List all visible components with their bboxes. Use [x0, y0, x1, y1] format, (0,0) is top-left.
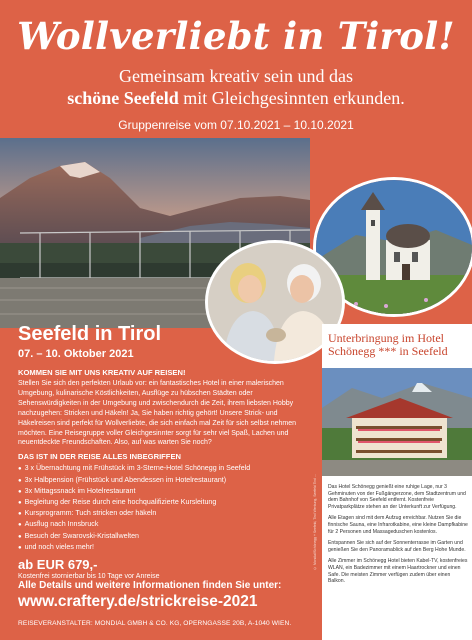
list-item: ● Besuch der Swarovski-Kristallwelten: [18, 531, 314, 542]
hotel-photo: [322, 368, 472, 476]
photo-credit: © Mondial/Schönegg + Seefeld, Tirol Werbung, Seefeld Tirol ...: [313, 474, 317, 570]
list-item: ● und noch vieles mehr!: [18, 542, 314, 553]
hotel-description: [328, 484, 468, 590]
hotel-paragraph: Alle Zimmer im Schönegg Hotel bieten Kabel-TV, kostenfreies WLAN, ein Badezimmer mit einem Haartrockner und einen Safe. Die meisten Zimmer verfügen zudem über einen Balkon.: [328, 558, 468, 585]
trip-description: [18, 322, 314, 581]
list-item: ● 3x Mittagssnack im Hotelrestaurant: [18, 486, 314, 497]
subline-1: Gemeinsam kreativ sein und das: [119, 66, 353, 86]
subline-2-bold: schöne Seefeld: [67, 88, 179, 108]
subline-2-rest: mit Gleichgesinnten erkunden.: [178, 88, 405, 108]
hotel-paragraph: Das Hotel Schönegg genießt eine ruhige Lage, nur 3 Gehminuten von der Fußgängerzone, dem Stadtzentrum und dem Bahnhof von Seefeld entfernt. Kostenfreie Privatparkplätze stehen an der Unterkunft zur Verfügung.: [328, 484, 466, 510]
hotel-info-box: [322, 324, 472, 640]
list-item: ● 3x Halbpension (Frühstück und Abendessen im Hotelrestaurant): [18, 475, 314, 486]
price: ab EUR 679,-: [18, 556, 98, 572]
price-note: Kostenfrei stornierbar bis 10 Tage vor Anreise: [18, 572, 160, 580]
hotel-title: [328, 332, 468, 358]
intro-text: Stellen Sie sich den perfekten Urlaub vor: ein fantastisches Hotel in einer malerischen Umgebung, kulinarische Köstlichkeiten, Ausflüge zu hübschen Städten oder Sehenswürdigkeiten in der Umgebung und zwischendurch die Zeit, ihrem liebsten Hobby nachzugehen: Stricken und Häkeln! Ja, Sie haben richtig gehört! Unsere Strick- und Häkelreisen sind perfekt für Wollverliebte, die sich einfach mal Zeit für sich selbst nehmen möchten. Eine Reisegruppe voller Gleichgesinnter sorgt für sehr viel Spaß, Lachen und neuentdeckte Freundschaften. Also, auf was warten Sie noch?: [18, 380, 297, 447]
headline: Wollverliebt in Tirol!: [17, 14, 455, 58]
list-item: ● Kursprogramm: Tuch stricken oder häkeln: [18, 508, 314, 519]
trip-title: Seefeld in Tirol: [18, 323, 161, 345]
list-item: ● Begleitung der Reise durch eine hochqualifizierte Kursleitung: [18, 497, 314, 508]
organizer-text: REISEVERANSTALTER: MONDIAL GMBH & CO. KG, OPERNGASSE 20B, A-1040 WIEN.: [18, 620, 292, 627]
hotel-title-line-2: Schönegg *** in Seefeld: [328, 344, 448, 358]
hotel-paragraph: Alle Etagen sind mit dem Aufzug erreichbar. Nutzen Sie die finnische Sauna, eine Infrarotkabine, eine kleine Dampfkabine für 2 Personen und Massageduschen kostenlos.: [328, 515, 468, 535]
intro-heading: KOMMEN SIE MIT UNS KREATIV AUF REISEN!: [18, 368, 186, 377]
included-heading: DAS IST IN DER REISE ALLES INBEGRIFFEN: [18, 452, 181, 462]
hotel-title-line-1: Unterbringung im Hotel: [328, 331, 444, 345]
included-list: [18, 463, 314, 553]
subline-2: [0, 88, 472, 109]
hotel-paragraph: Entspannen Sie sich auf der Sonnenterrasse im Garten und genießen Sie den Panoramablick auf den Berg Hohe Munde.: [328, 540, 466, 553]
details-text: Alle Details und weitere Informationen finden Sie unter:: [18, 580, 282, 591]
list-item: ● 3 x Übernachtung mit Frühstück im 3-Sterne-Hotel Schönegg in Seefeld: [18, 463, 314, 474]
list-item: ● Ausflug nach Innsbruck: [18, 519, 314, 530]
trip-url-link[interactable]: www.craftery.de/strickreise-2021: [18, 593, 258, 610]
group-trip-dates: Gruppenreise vom 07.10.2021 – 10.10.2021: [118, 118, 354, 132]
trip-dates: 07. – 10. Oktober 2021: [18, 348, 134, 360]
